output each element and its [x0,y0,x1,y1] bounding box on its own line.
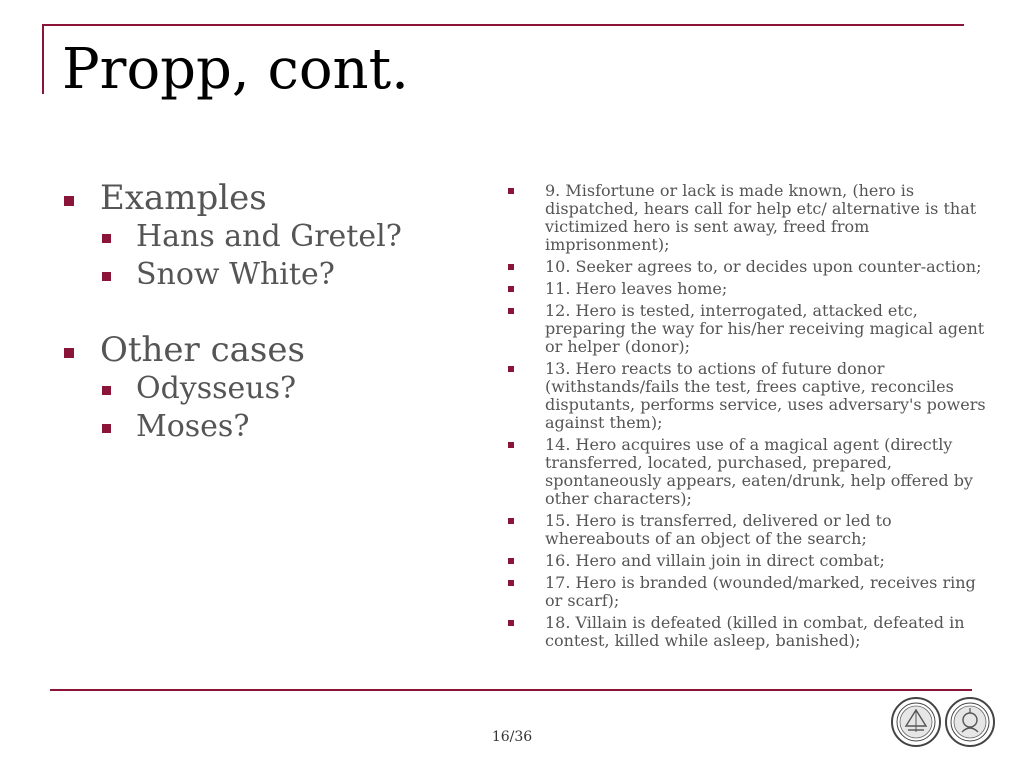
right-bullet-list [508,182,986,654]
list-item-text: 18. Villain is defeated (killed in combat, defeated in contest, killed while asleep, banished); [545,613,965,650]
university-seal-icon [890,696,942,748]
list-item-text: 16. Hero and villain join in direct combat; [545,551,885,570]
square-bullet-icon [508,286,514,292]
list-item [508,614,986,650]
square-bullet-icon [508,580,514,586]
bottom-border-line [50,689,972,691]
list-item [508,552,986,570]
bullet-text: Hans and Gretel? [136,219,402,254]
square-bullet-icon [508,366,514,372]
square-bullet-icon [508,558,514,564]
list-item-text: 11. Hero leaves home; [545,279,728,298]
list-item-text: 13. Hero reacts to actions of future donor (withstands/fails the test, frees captive, reconciles disputants, performs service, uses adversary's powers against them); [545,359,986,432]
list-item [508,360,986,432]
bullet-text: Examples [100,178,267,218]
sub-bullet [62,256,482,294]
square-bullet-icon [508,188,514,194]
list-item-text: 14. Hero acquires use of a magical agent (directly transferred, located, purchased, prepared, spontaneously appears, eaten/drunk, help offered by other characters); [545,435,973,508]
bullet-text: Other cases [100,330,305,370]
square-bullet-icon [64,348,74,358]
sub-bullet [62,370,482,408]
list-item-text: 12. Hero is tested, interrogated, attacked etc, preparing the way for his/her receiving magical agent or helper (donor); [545,301,985,356]
square-bullet-icon [508,308,514,314]
square-bullet-icon [508,442,514,448]
page-number: 16/36 [491,729,533,745]
list-item-text: 10. Seeker agrees to, or decides upon counter-action; [545,257,982,276]
square-bullet-icon [508,264,514,270]
list-item-text: 15. Hero is transferred, delivered or led to whereabouts of an object of the search; [545,511,892,548]
list-item [508,512,986,548]
square-bullet-icon [102,424,111,433]
bullet-text: Odysseus? [136,371,297,406]
list-item-text: 17. Hero is branded (wounded/marked, receives ring or scarf); [545,573,976,610]
square-bullet-icon [102,386,111,395]
sub-bullet [62,218,482,256]
list-item [508,302,986,356]
square-bullet-icon [508,518,514,524]
list-item [508,182,986,254]
bullet-group-heading [62,330,482,370]
top-border-line [42,24,964,26]
university-seal-icon [944,696,996,748]
square-bullet-icon [102,272,111,281]
list-item [508,436,986,508]
square-bullet-icon [508,620,514,626]
list-item [508,574,986,610]
left-bullet-list [62,178,482,446]
slide-title: Propp, cont. [62,37,409,102]
list-item [508,258,986,276]
list-item [508,280,986,298]
bullet-text: Snow White? [136,257,335,292]
square-bullet-icon [102,234,111,243]
list-item-text: 9. Misfortune or lack is made known, (hero is dispatched, hears call for help etc/ alternative is that victimized hero is sent away, freed from imprisonment); [545,181,977,254]
bullet-group-heading [62,178,482,218]
bullet-text: Moses? [136,409,250,444]
sub-bullet [62,408,482,446]
left-border-line [42,24,44,94]
square-bullet-icon [64,196,74,206]
